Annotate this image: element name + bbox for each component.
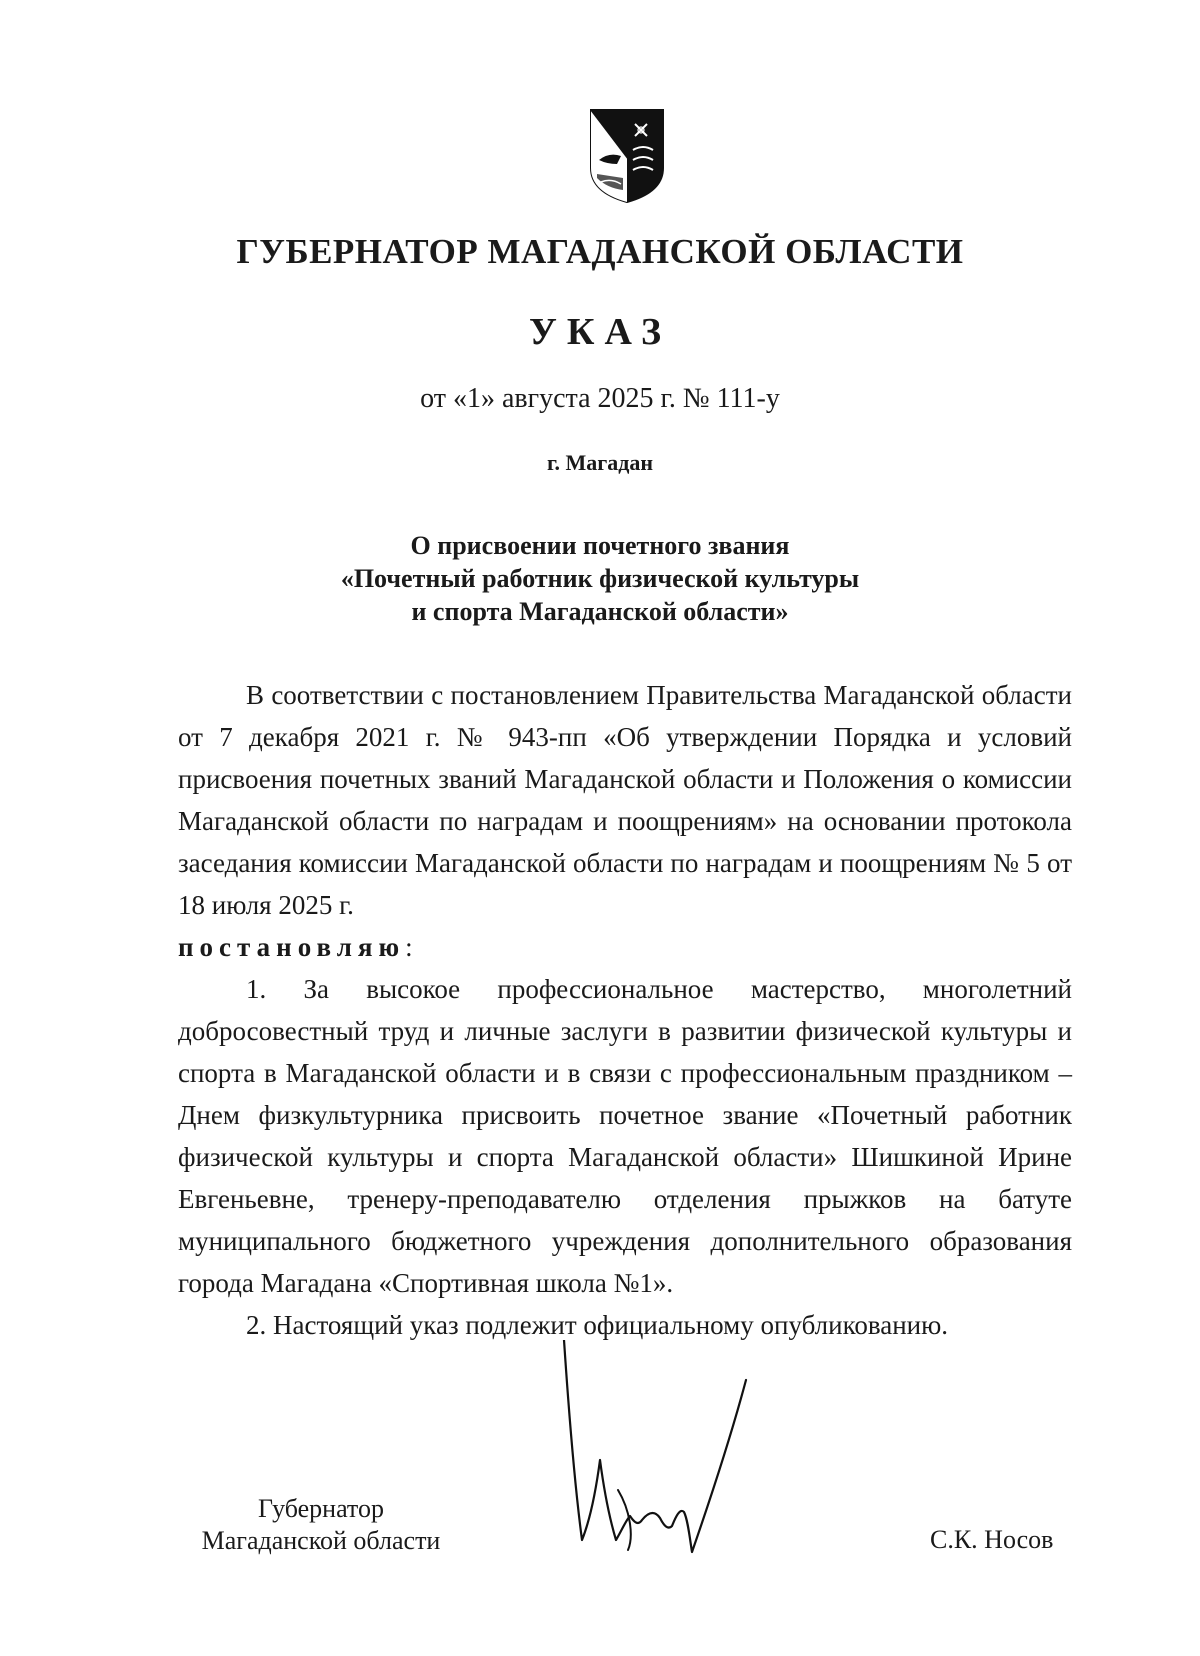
signatory-name: С.К. Носов	[930, 1525, 1054, 1554]
decree-word: постановляю	[178, 932, 406, 962]
signatory-position	[186, 1493, 456, 1557]
signatory-position-line-1: Губернатор	[258, 1494, 384, 1523]
subject-line-1: О присвоении почетного звания	[410, 531, 790, 560]
city-line: г. Магадан	[546, 450, 654, 475]
issuer-title: ГУБЕРНАТОР МАГАДАНСКОЙ ОБЛАСТИ	[236, 232, 964, 271]
subject-line-3: и спорта Магаданской области»	[411, 597, 789, 626]
item-2-paragraph: 2. Настоящий указ подлежит официальному опубликованию.	[246, 1310, 949, 1340]
coat-of-arms-icon	[589, 108, 665, 204]
handwritten-signature	[560, 1340, 800, 1570]
signatory-position-line-2: Магаданской области	[201, 1526, 441, 1555]
decree-body	[178, 674, 1072, 1346]
item-1-paragraph: 1. За высокое профессиональное мастерство, многолетний добросовестный труд и личные заслуги в развитии физической культуры и спорта в Магаданской области и в связи с профессиональным праздником – Днем физкультурника присвоить почетное звание «Почетный работник физической культуры и спорта Магаданской области» Шишкиной Ирине Евгеньевне, тренеру-преподавателю отделения прыжков на батуте муниципального бюджетного учреждения дополнительного образования города Магадана «Спортивная школа №1».	[178, 974, 1072, 1298]
decree-subject	[0, 529, 1200, 628]
date-and-number: от «1» августа 2025 г. № 111-у	[420, 383, 780, 414]
preamble-paragraph: В соответствии с постановлением Правительства Магаданской области от 7 декабря 2021 г. № 943-пп «Об утверждении Порядка и условий присвоения почетных званий Магаданской области и Положения о комиссии Магаданской области по наградам и поощрениям» на основании протокола заседания комиссии Магаданской области по наградам и поощрениям № 5 от 18 июля 2025 г.	[178, 680, 1072, 920]
document-type-title: УКАЗ	[529, 311, 671, 353]
decree-resolution-line	[178, 926, 1072, 968]
decree-colon: :	[405, 932, 413, 962]
subject-line-2: «Почетный работник физической культуры	[340, 564, 860, 593]
